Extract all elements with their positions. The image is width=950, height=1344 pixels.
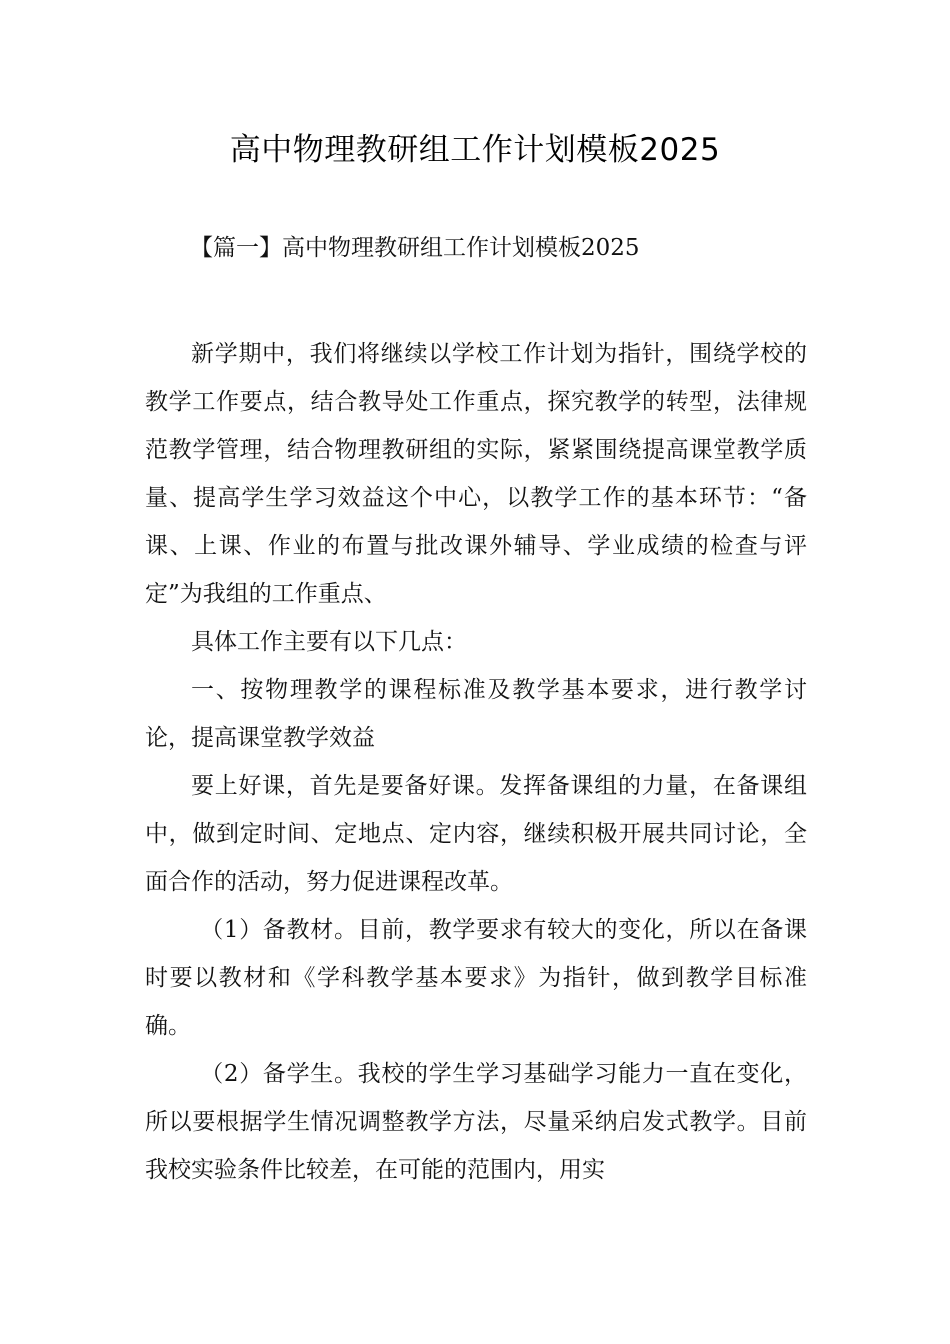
paragraph-prepare-materials: （1）备教材。目前，教学要求有较大的变化，所以在备课时要以教材和《学科教学基本要求》为指针，做到教学目标准确。	[145, 917, 807, 1039]
document-subtitle: 【篇一】高中物理教研组工作计划模板2025	[190, 235, 640, 261]
paragraph-overview: 具体工作主要有以下几点：	[191, 629, 467, 655]
paragraph-prepare-students: （2）备学生。我校的学生学习基础学习能力一直在变化，所以要根据学生情况调整教学方法，尽量采纳启发式教学。目前我校实验条件比较差，在可能的范围内，用实	[145, 1061, 807, 1183]
paragraph-section-one-heading: 一、按物理教学的课程标准及教学基本要求，进行教学讨论，提高课堂教学效益	[145, 677, 807, 751]
paragraph-intro: 新学期中，我们将继续以学校工作计划为指针，围绕学校的教学工作要点，结合教导处工作重点，探究教学的转型，法律规范教学管理，结合物理教研组的实际，紧紧围绕提高课堂教学质量、提高学生学习效益这个中心，以教学工作的基本环节：“备课、上课、作业的布置与批改课外辅导、学业成绩的检查与评定”为我组的工作重点、	[145, 341, 807, 607]
document-title: 高中物理教研组工作计划模板2025	[229, 132, 721, 168]
paragraph-lesson-prep: 要上好课，首先是要备好课。发挥备课组的力量，在备课组中，做到定时间、定地点、定内容，继续积极开展共同讨论，全面合作的活动，努力促进课程改革。	[145, 773, 807, 895]
document-body	[145, 330, 807, 1194]
